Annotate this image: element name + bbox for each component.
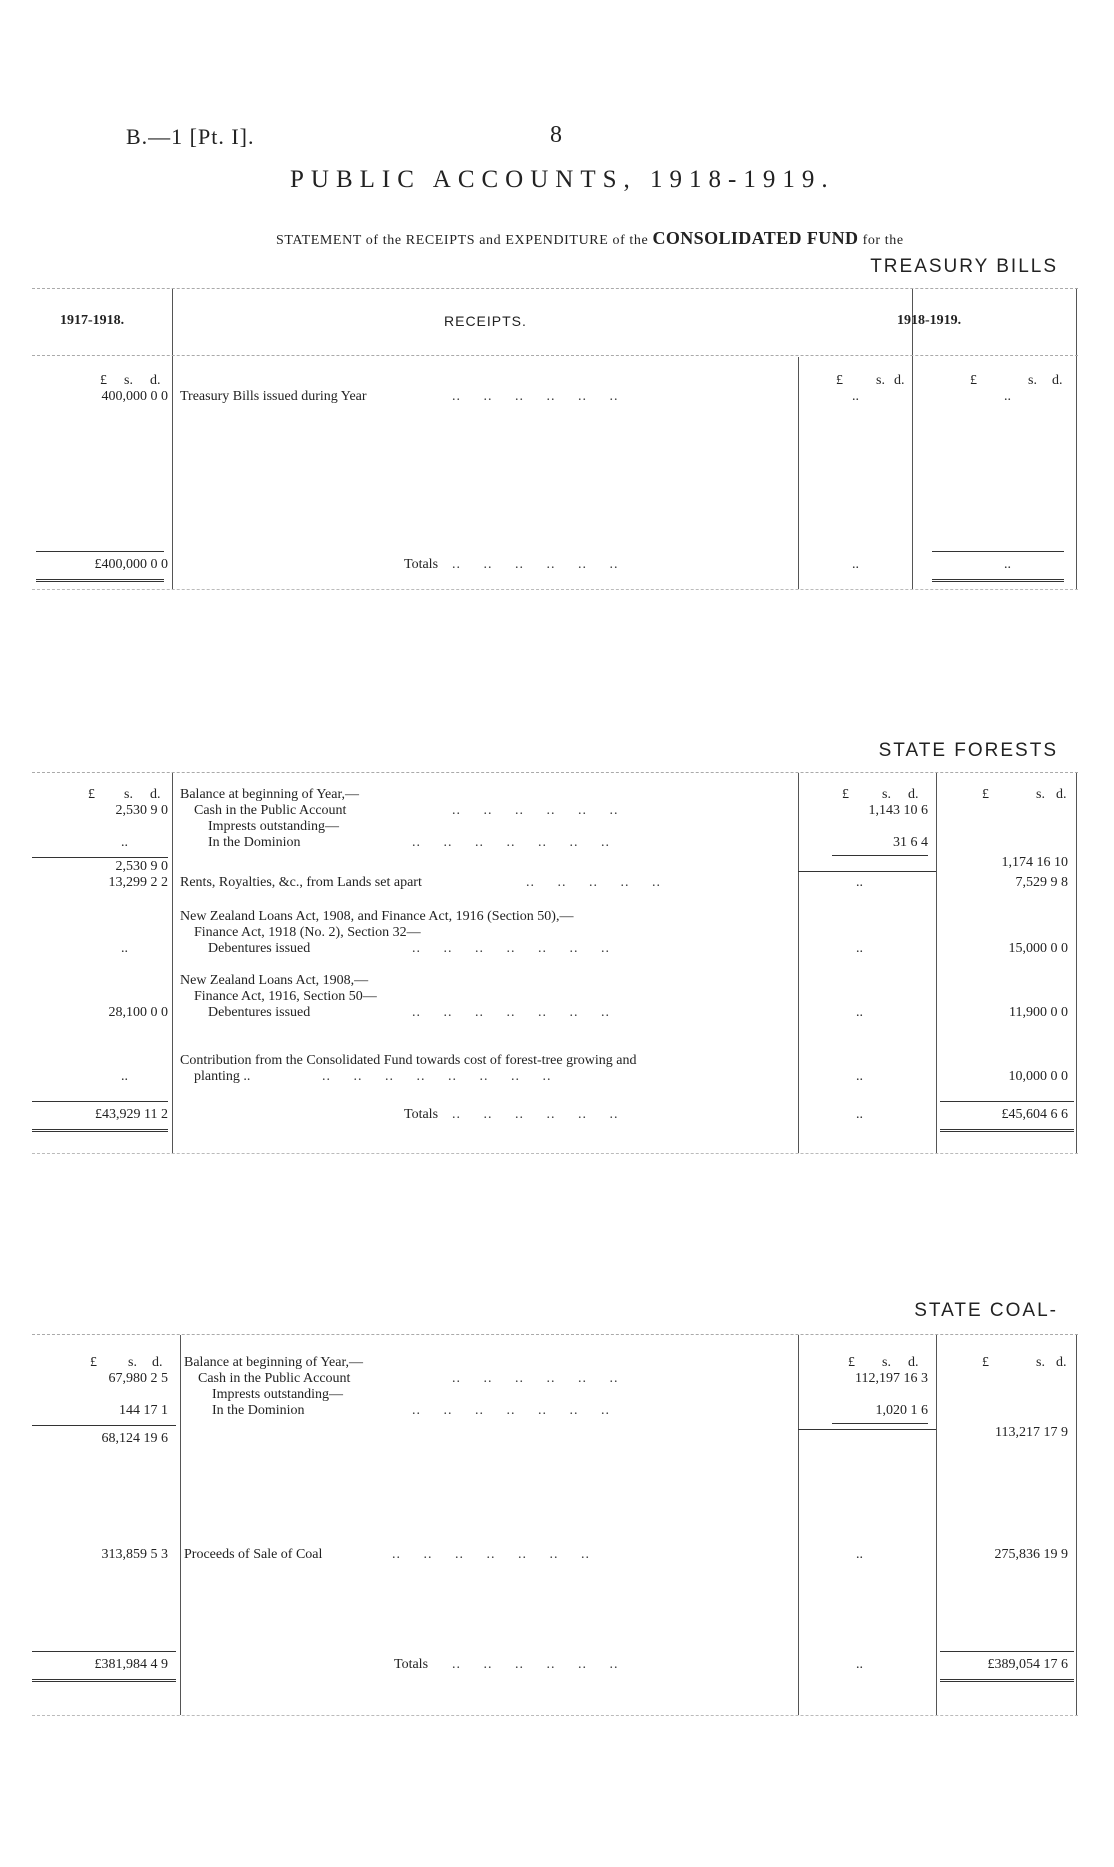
right-total: £389,054 17 6 <box>987 1657 1068 1672</box>
right-amount: 1,174 16 10 <box>1001 855 1068 870</box>
mid-amount: .. <box>852 389 859 404</box>
mid-amount: .. <box>856 941 863 956</box>
totals-label: Totals <box>404 557 439 572</box>
totals-label: Totals <box>394 1657 429 1672</box>
statement-pre: STATEMENT of the RECEIPTS and EXPENDITURE of the <box>276 233 649 248</box>
mid-amount: .. <box>856 875 863 890</box>
unit-pound: £ <box>100 373 107 388</box>
unit-pence: d. <box>150 373 161 388</box>
row-label: Finance Act, 1918 (No. 2), Section 32— <box>194 925 421 940</box>
row-label: Treasury Bills issued during Year <box>180 389 367 404</box>
row-label: New Zealand Loans Act, 1908, and Finance Act, 1916 (Section 50),— <box>180 909 574 924</box>
document-reference: B.—1 [Pt. I]. <box>126 124 255 149</box>
unit-pence: d. <box>1052 373 1063 388</box>
right-amount: .. <box>1004 389 1011 404</box>
prev-amount: 144 17 1 <box>119 1403 168 1418</box>
prev-amount: 313,859 5 3 <box>101 1547 168 1562</box>
mid-amount: .. <box>856 1069 863 1084</box>
mid-total: .. <box>856 1657 863 1672</box>
state-coal-table <box>32 1334 1078 1716</box>
section-title-state-forests: STATE FORESTS <box>878 740 1058 761</box>
unit-shilling: s. <box>128 1355 137 1370</box>
leader-dots: .. .. .. .. .. .. <box>452 389 619 404</box>
unit-shilling: s. <box>882 1355 891 1370</box>
unit-shilling: s. <box>124 373 133 388</box>
statement-heading <box>276 228 904 249</box>
right-amount: 11,900 0 0 <box>1009 1005 1068 1020</box>
row-label: Cash in the Public Account <box>194 803 347 818</box>
prev-amount: 400,000 0 0 <box>101 389 168 404</box>
leader-dots: .. .. .. .. .. .. .. <box>412 1403 610 1418</box>
row-label: Rents, Royalties, &c., from Lands set apart <box>180 875 422 890</box>
unit-shilling: s. <box>1036 1355 1045 1370</box>
page-number: 8 <box>550 122 562 148</box>
leader-dots: .. .. .. .. .. .. .. <box>412 835 610 850</box>
prev-amount: .. <box>121 835 128 850</box>
row-label: Finance Act, 1916, Section 50— <box>194 989 377 1004</box>
prev-amount: 13,299 2 2 <box>108 875 168 890</box>
row-label: Imprests outstanding— <box>208 819 340 834</box>
col-header-1917: 1917-1918. <box>60 313 125 328</box>
leader-dots: .. .. .. .. .. .. <box>452 1107 619 1122</box>
unit-pence: d. <box>1056 787 1067 802</box>
mid-amount: 112,197 16 3 <box>855 1371 928 1386</box>
col-header-receipts: RECEIPTS. <box>444 313 527 329</box>
mid-amount: .. <box>856 1547 863 1562</box>
prev-total: £381,984 4 9 <box>94 1657 168 1672</box>
leader-dots: .. .. .. .. .. .. .. <box>392 1547 590 1562</box>
row-label: In the Dominion <box>208 835 301 850</box>
prev-amount: 67,980 2 5 <box>108 1371 168 1386</box>
right-amount: 113,217 17 9 <box>995 1425 1068 1440</box>
prev-amount: .. <box>121 941 128 956</box>
unit-pence: d. <box>894 373 905 388</box>
prev-total: £400,000 0 0 <box>94 557 168 572</box>
leader-dots: .. .. .. .. .. <box>526 875 661 890</box>
unit-pound: £ <box>982 1355 989 1370</box>
row-label: planting .. <box>194 1069 251 1084</box>
page-title: PUBLIC ACCOUNTS, 1918-1919. <box>290 166 835 193</box>
prev-subtotal: 68,124 19 6 <box>101 1431 168 1446</box>
leader-dots: .. .. .. .. .. .. <box>452 1657 619 1672</box>
leader-dots: .. .. .. .. .. .. .. <box>412 941 610 956</box>
unit-shilling: s. <box>876 373 885 388</box>
leader-dots: .. .. .. .. .. .. <box>452 1371 619 1386</box>
unit-shilling: s. <box>1028 373 1037 388</box>
unit-pence: d. <box>908 1355 919 1370</box>
unit-shilling: s. <box>1036 787 1045 802</box>
treasury-bills-table <box>32 288 1078 590</box>
prev-amount: 28,100 0 0 <box>108 1005 168 1020</box>
leader-dots: .. .. .. .. .. .. .. <box>412 1005 610 1020</box>
leader-dots: .. .. .. .. .. .. .. .. <box>322 1069 552 1084</box>
unit-pound: £ <box>88 787 95 802</box>
prev-total: £43,929 11 2 <box>95 1107 168 1122</box>
right-amount: 7,529 9 8 <box>1015 875 1068 890</box>
mid-amount: 31 6 4 <box>893 835 928 850</box>
state-forests-table <box>32 772 1078 1154</box>
unit-pence: d. <box>908 787 919 802</box>
row-label: Debentures issued <box>208 941 311 956</box>
row-label: Balance at beginning of Year,— <box>184 1355 364 1370</box>
unit-pence: d. <box>150 787 161 802</box>
statement-bold: CONSOLIDATED FUND <box>652 228 859 248</box>
unit-pound: £ <box>970 373 977 388</box>
totals-label: Totals <box>404 1107 439 1122</box>
unit-pence: d. <box>1056 1355 1067 1370</box>
mid-amount: 1,020 1 6 <box>875 1403 928 1418</box>
row-label: Balance at beginning of Year,— <box>180 787 360 802</box>
row-label: Imprests outstanding— <box>212 1387 344 1402</box>
row-label: Debentures issued <box>208 1005 311 1020</box>
prev-amount: 2,530 9 0 <box>115 803 168 818</box>
section-title-treasury-bills: TREASURY BILLS <box>870 256 1058 277</box>
mid-total: .. <box>852 557 859 572</box>
unit-pound: £ <box>848 1355 855 1370</box>
row-label: New Zealand Loans Act, 1908,— <box>180 973 369 988</box>
unit-shilling: s. <box>882 787 891 802</box>
unit-pound: £ <box>842 787 849 802</box>
unit-pound: £ <box>982 787 989 802</box>
unit-pence: d. <box>152 1355 163 1370</box>
right-total: £45,604 6 6 <box>1001 1107 1068 1122</box>
prev-subtotal: 2,530 9 0 <box>115 859 168 874</box>
right-total: .. <box>1004 557 1011 572</box>
right-amount: 10,000 0 0 <box>1008 1069 1068 1084</box>
mid-total: .. <box>856 1107 863 1122</box>
row-label: Contribution from the Consolidated Fund towards cost of forest-tree growing and <box>180 1053 637 1068</box>
statement-post: for the <box>862 233 904 248</box>
mid-amount: 1,143 10 6 <box>868 803 928 818</box>
leader-dots: .. .. .. .. .. .. <box>452 557 619 572</box>
section-title-state-coal: STATE COAL- <box>914 1300 1058 1321</box>
row-label: Proceeds of Sale of Coal <box>184 1547 323 1562</box>
unit-pound: £ <box>90 1355 97 1370</box>
leader-dots: .. .. .. .. .. .. <box>452 803 619 818</box>
prev-amount: .. <box>121 1069 128 1084</box>
col-header-1918: 1918-1919. <box>897 313 962 328</box>
mid-amount: .. <box>856 1005 863 1020</box>
unit-pound: £ <box>836 373 843 388</box>
right-amount: 275,836 19 9 <box>994 1547 1068 1562</box>
unit-shilling: s. <box>124 787 133 802</box>
row-label: In the Dominion <box>212 1403 305 1418</box>
right-amount: 15,000 0 0 <box>1008 941 1068 956</box>
row-label: Cash in the Public Account <box>198 1371 351 1386</box>
